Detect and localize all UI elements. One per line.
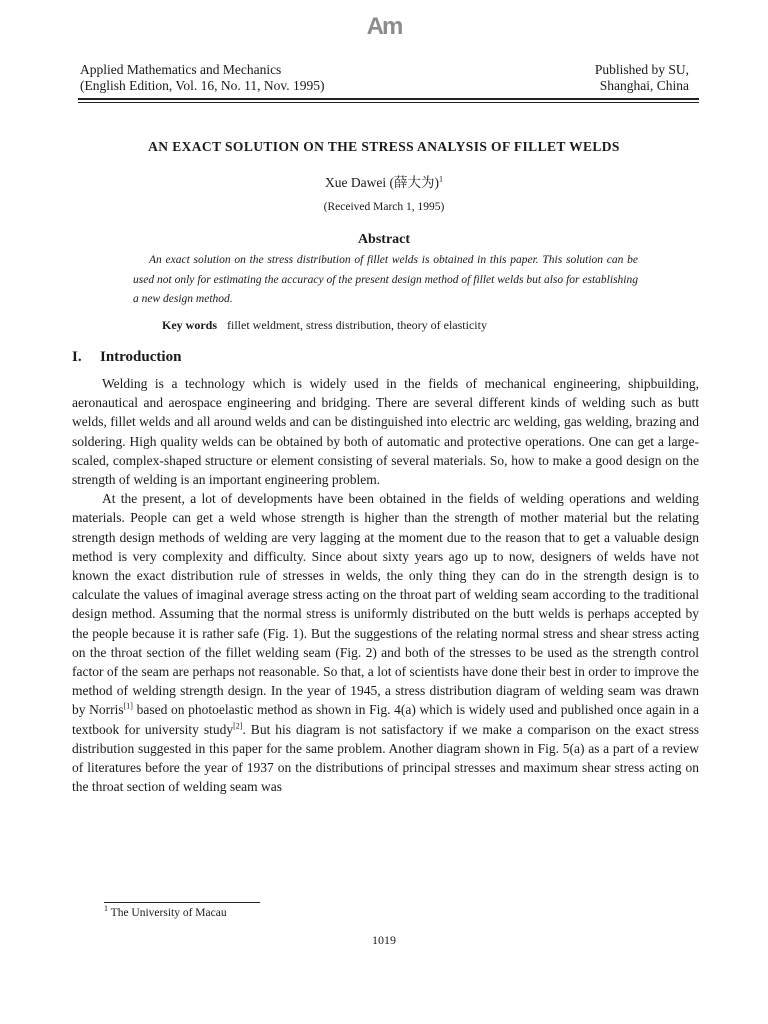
paragraph-2-part-2: based on photoelastic method as shown in Fig. 4(a) which is widely used and published once again in a textbook for university study <box>72 702 699 737</box>
abstract-heading: Abstract <box>357 232 411 247</box>
body-text <box>72 374 699 796</box>
footnote-text: The University of Macau <box>108 907 227 919</box>
keywords-line <box>162 318 487 333</box>
journal-logo: Am <box>366 13 402 40</box>
author-footnote-marker: 1 <box>438 174 443 184</box>
section-title: Introduction <box>100 349 182 365</box>
publisher-info <box>595 62 689 94</box>
section-number: I. <box>72 349 82 365</box>
paper-title: AN EXACT SOLUTION ON THE STRESS ANALYSIS OF FILLET WELDS <box>148 139 620 154</box>
section-heading <box>72 349 181 366</box>
header-rule <box>78 98 699 103</box>
publisher-location: Shanghai, China <box>599 78 689 93</box>
paragraph-1: Welding is a technology which is widely used in the fields of mechanical engineering, shipbuilding, aeronautical and aerospace engineering and bridging. There are several different kinds of welding such as butt welds, fillet welds and all around welds and can be distinguished into electric arc welding, gas welding, brazing and soldering. High quality welds can be obtained by both of automatic and protective operations. One can get a large-scaled, complex-shaped structure or element consisting of several materials. So, how to make a good design on the strength of welding is an important engineering problem. <box>72 376 699 488</box>
author-line <box>0 171 768 191</box>
citation-1[interactable]: [1] <box>123 701 133 711</box>
abstract-text: An exact solution on the stress distribution of fillet welds is obtained in this paper. This solution can be used not only for estimating the accuracy of the present design method of fillet welds but also for establishing a new design method. <box>133 254 638 305</box>
publisher-name: Published by SU, <box>594 62 689 77</box>
received-date: (Received March 1, 1995) <box>323 201 445 213</box>
paragraph-2 <box>72 489 699 796</box>
journal-info <box>80 62 325 94</box>
keywords-label: Key words <box>162 318 217 332</box>
journal-issue: (English Edition, Vol. 16, No. 11, Nov. 1995) <box>80 78 325 93</box>
footnote <box>104 904 227 919</box>
keywords-text: fillet weldment, stress distribution, theory of elasticity <box>227 318 487 332</box>
journal-name: Applied Mathematics and Mechanics <box>80 62 282 77</box>
author-name: Xue Dawei (薛大为) <box>325 175 439 190</box>
footnote-rule <box>104 902 260 903</box>
page-number: 1019 <box>372 933 396 947</box>
paragraph-2-part-1: At the present, a lot of developments have been obtained in the fields of welding operations and welding materials. People can get a weld whose strength is higher than the strength of mother material but the relating strength design methods of welding are very lagging at the moment due to the reason that to get a valuable design method is very complexity and difficulty. Since about sixty years ago up to now, designers of welds have not known the exact distribution rule of stresses in welds, the only thing they can do in the strength design is to calculate the values of imaginal average stress acting on the throat part of welding seam according to the traditional design method. Assuming that the normal stress is uniformly distributed on the butt welds is perhaps accepted by the people because it is rather safe (Fig. 1). But the suggestions of the relating normal stress and shear stress acting on the throat section of the fillet welding seam (Fig. 2) and both of the stresses to be used as the strength control factor of the seam are perhaps not reasonable. So that, a lot of scientists have done their best in order to improve the method of welding strength design. In the year of 1945, a stress distribution diagram of welding seam was drawn by Norris <box>72 491 699 718</box>
footnote-marker: 1 <box>104 904 108 914</box>
citation-2[interactable]: [2] <box>233 721 243 731</box>
paragraph-2-part-3: . But his diagram is not satisfactory if we make a comparison on the exact stress distribution suggested in this paper for the same problem. Another diagram shown in Fig. 5(a) as a part of a review of literatures before the year of 1937 on the distributions of principal stresses and maximum shear stress acting on the throat section of welding seam was <box>72 721 700 795</box>
